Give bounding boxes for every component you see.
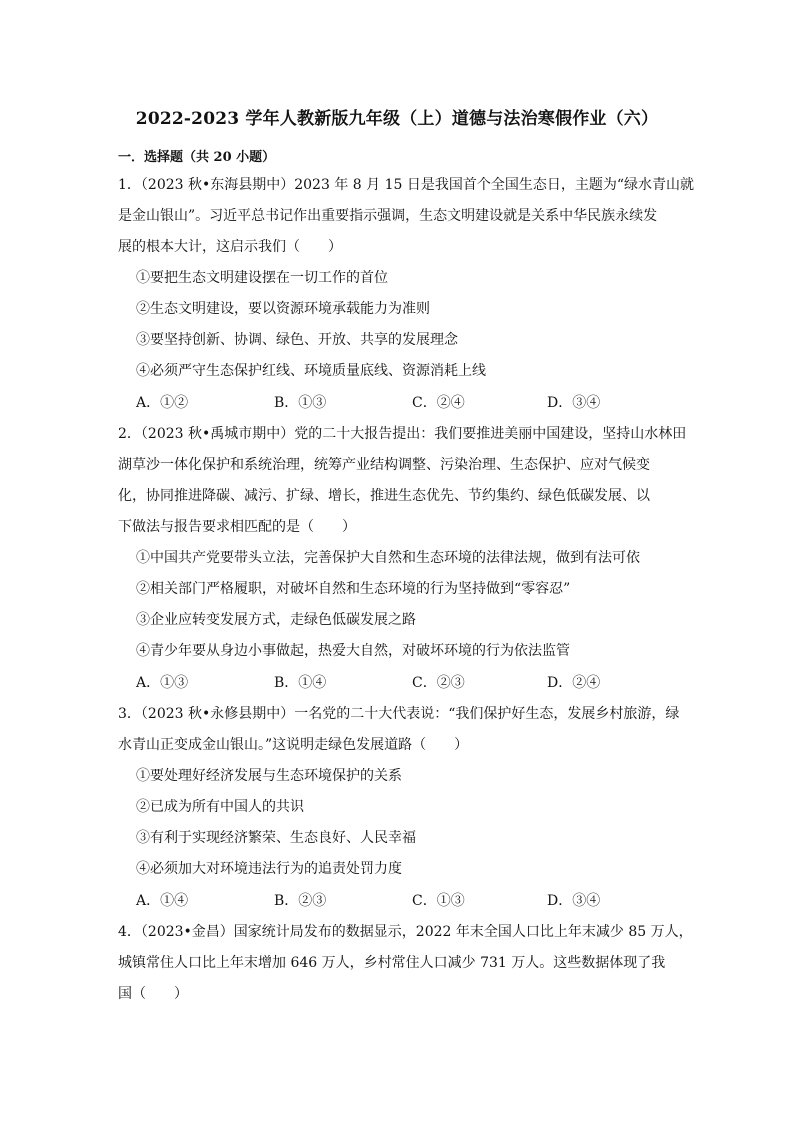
option-c: C．②④ [412,395,465,411]
option-d: D．③④ [547,893,601,909]
statement-item: ②生态文明建设，要以资源环境承载能力为准则 [136,301,430,317]
option-a: A．①④ [136,893,189,909]
statement-item: ④必须加大对环境违法行为的追责处罚力度 [136,861,402,877]
question-stem-line: 3．（2023 秋•永修县期中）一名党的二十大代表说：“我们保护好生态，发展乡村旅游，绿 [118,706,680,722]
section-heading: 一．选择题（共 20 小题） [118,150,276,165]
question-stem-line: 城镇常住人口比上年末增加 646 万人，乡村常住人口减少 731 万人。这些数据体现了我 [118,955,666,971]
statement-item: ③要坚持创新、协调、绿色、开放、共享的发展理念 [136,332,458,348]
option-d: D．②④ [547,675,601,691]
statement-item: ①要把生态文明建设摆在一切工作的首位 [136,270,388,286]
statement-item: ②相关部门严格履职，对破坏自然和生态环境的行为坚持做到“零容忍” [136,581,571,597]
option-a: A．①③ [136,675,189,691]
statement-item: ③企业应转变发展方式，走绿色低碳发展之路 [136,612,416,628]
question-stem-line: 4．（2023•金昌）国家统计局发布的数据显示，2022 年末全国人口比上年末减少 85 万人， [118,924,693,940]
option-b: B．①③ [274,395,327,411]
statement-item: ②已成为所有中国人的共识 [136,799,304,815]
option-b: B．①④ [274,675,327,691]
statement-item: ④必须严守生态保护红线、环境质量底线、资源消耗上线 [136,363,486,379]
question-stem-line: 2．（2023 秋•禹城市期中）党的二十大报告提出：我们要推进美丽中国建设，坚持山水林田 [118,426,687,442]
option-d: D．③④ [547,395,601,411]
question-stem-line: 下做法与报告要求相匹配的是（ ） [118,519,356,535]
question-stem-line: 水青山正变成金山银山。”这说明走绿色发展道路（ ） [118,737,469,753]
option-c: C．②③ [412,675,465,691]
statement-item: ③有利于实现经济繁荣、生态良好、人民幸福 [136,830,416,846]
question-stem-line: 湖草沙一体化保护和系统治理，统筹产业结构调整、污染治理、生态保护、应对气候变 [118,457,650,473]
option-b: B．②③ [274,893,327,909]
option-c: C．①③ [412,893,465,909]
question-stem-line: 化，协同推进降碳、减污、扩绿、增长，推进生态优先、节约集约、绿色低碳发展、以 [118,488,650,504]
question-stem-line: 1．（2023 秋•东海县期中）2023 年 8 月 15 日是我国首个全国生态日，主题为“绿水青山就 [118,177,695,193]
statement-item: ①要处理好经济发展与生态环境保护的关系 [136,768,402,784]
statement-item: ①中国共产党要带头立法，完善保护大自然和生态环境的法律法规，做到有法可依 [136,550,640,566]
question-stem-line: 展的根本大计，这启示我们（ ） [118,239,342,255]
option-a: A．①② [136,395,189,411]
question-stem-line: 国（ ） [118,986,188,1002]
question-stem-line: 是金山银山”。习近平总书记作出重要指示强调，生态文明建设就是关系中华民族永续发 [118,208,658,224]
statement-item: ④青少年要从身边小事做起，热爱大自然，对破坏环境的行为依法监管 [136,643,570,659]
page-title: 2022-2023 学年人教新版九年级（上）道德与法治寒假作业（六） [135,109,659,129]
